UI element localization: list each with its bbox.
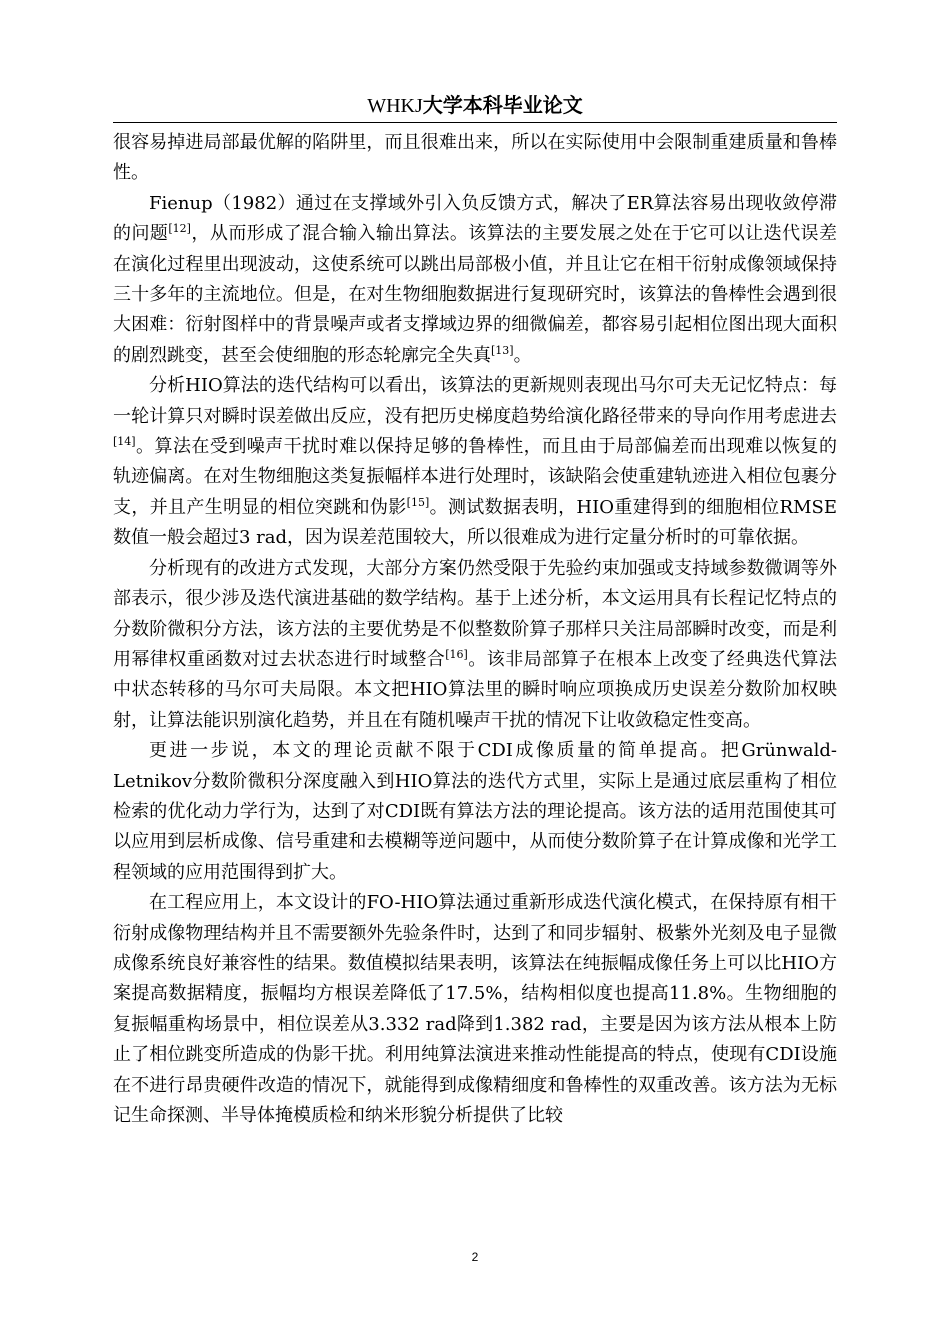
paragraph-text: 。 <box>513 344 532 366</box>
paragraph <box>113 189 837 371</box>
paragraph-text: 。测试数据表明，HIO重建得到的细胞相位RMSE数值一般会超过3 rad，因为误差范围较大，所以很难成为进行定量分析时的可靠依据。 <box>113 496 837 549</box>
paragraph-text: 分析HIO算法的迭代结构可以看出，该算法的更新规则表现出马尔可夫无记忆特点：每一轮计算只对瞬时误差做出反应，没有把历史梯度趋势给演化路径带来的导向作用考虑进去 <box>113 375 837 427</box>
paragraph-text: 。算法在受到噪声干扰时难以保持足够的鲁棒性，而且由于局部偏差而出现难以恢复的轨迹偏离。在对生物细胞这类复振幅样本进行处理时，该缺陷会使重建轨迹进入相位包裹分支，并且产生明显的相位突跳和伪影 <box>113 436 837 518</box>
citation-ref: [13] <box>491 343 514 357</box>
citation-ref: [12] <box>168 222 191 236</box>
paragraph-text: 更进一步说，本文的理论贡献不限于CDI成像质量的简单提高。把Grünwald-Letnikov分数阶微积分深度融入到HIO算法的迭代方式里，实际上是通过底层重构了相位检索的优化动力学行为，达到了对CDI既有算法方法的理论提高。该方法的适用范围使其可以应用到层析成像、信号重建和去模糊等逆问题中，从而使分数阶算子在计算成像和光学工程领域的应用范围得到扩大。 <box>113 740 837 883</box>
page-number: 2 <box>471 1250 479 1264</box>
paragraph-text: Fienup（1982）通过在支撑域外引入负反馈方式，解决了ER算法容易出现收敛停滞的问题 <box>113 192 837 245</box>
paragraph-text: 分析现有的改进方式发现，大部分方案仍然受限于先验约束加强或支持域参数微调等外部表示，很少涉及迭代演进基础的数学结构。基于上述分析，本文运用具有长程记忆特点的分数阶微积分方法，该方法的主要优势是不似整数阶算子那样只关注局部瞬时改变，而是利用幂律权重函数对过去状态进行时域整合 <box>113 557 837 670</box>
header-school: WHKJ <box>367 95 423 117</box>
paragraph-text: 在工程应用上，本文设计的FO-HIO算法通过重新形成迭代演化模式，在保持原有相干衍射成像物理结构并且不需要额外先验条件时，达到了和同步辐射、极紫外光刻及电子显微成像系统良好兼容性的结果。数值模拟结果表明，该算法在纯振幅成像任务上可以比HIO方案提高数据精度，振幅均方根误差降低了17.5%，结构相似度也提高11.8%。生物细胞的复振幅重构场景中，相位误差从3.332 rad降到1.382 rad，主要是因为该方法从根本上防止了相位跳变所造成的伪影干扰。利用纯算法演进来推动性能提高的特点，使现有CDI设施在不进行昂贵硬件改造的情况下，就能得到成像精细度和鲁棒性的双重改善。该方法为无标记生命探测、半导体掩模质检和纳米形貌分析提供了比较 <box>113 892 837 1126</box>
citation-ref: [15] <box>406 495 430 509</box>
header-rule <box>113 122 837 123</box>
page-header <box>0 92 950 119</box>
header-title: 大学本科毕业论文 <box>422 93 583 117</box>
paragraph-text: 很容易掉进局部最优解的陷阱里，而且很难出来，所以在实际使用中会限制重建质量和鲁棒性。 <box>113 132 837 184</box>
paragraph <box>113 128 837 189</box>
paragraph <box>113 888 837 1131</box>
paragraph <box>113 554 837 736</box>
citation-ref: [14] <box>113 435 136 449</box>
paragraph <box>113 371 837 553</box>
body-text <box>113 128 837 1131</box>
citation-ref: [16] <box>445 647 468 661</box>
paragraph-text: ，从而形成了混合输入输出算法。该算法的主要发展之处在于它可以让迭代误差在演化过程里出现波动，这使系统可以跳出局部极小值，并且让它在相干衍射成像领域保持三十多年的主流地位。但是，在对生物细胞数据进行复现研究时，该算法的鲁棒性会遇到很大困难：衍射图样中的背景噪声或者支撑域边界的细微偏差，都容易引起相位图出现大面积的剧烈跳变，甚至会使细胞的形态轮廓完全失真 <box>113 223 837 366</box>
paragraph-text: 。该非局部算子在根本上改变了经典迭代算法中状态转移的马尔可夫局限。本文把HIO算法里的瞬时响应项换成历史误差分数阶加权映射，让算法能识别演化趋势，并且在有随机噪声干扰的情况下让收敛稳定性变高。 <box>113 648 838 731</box>
paragraph <box>113 736 837 888</box>
